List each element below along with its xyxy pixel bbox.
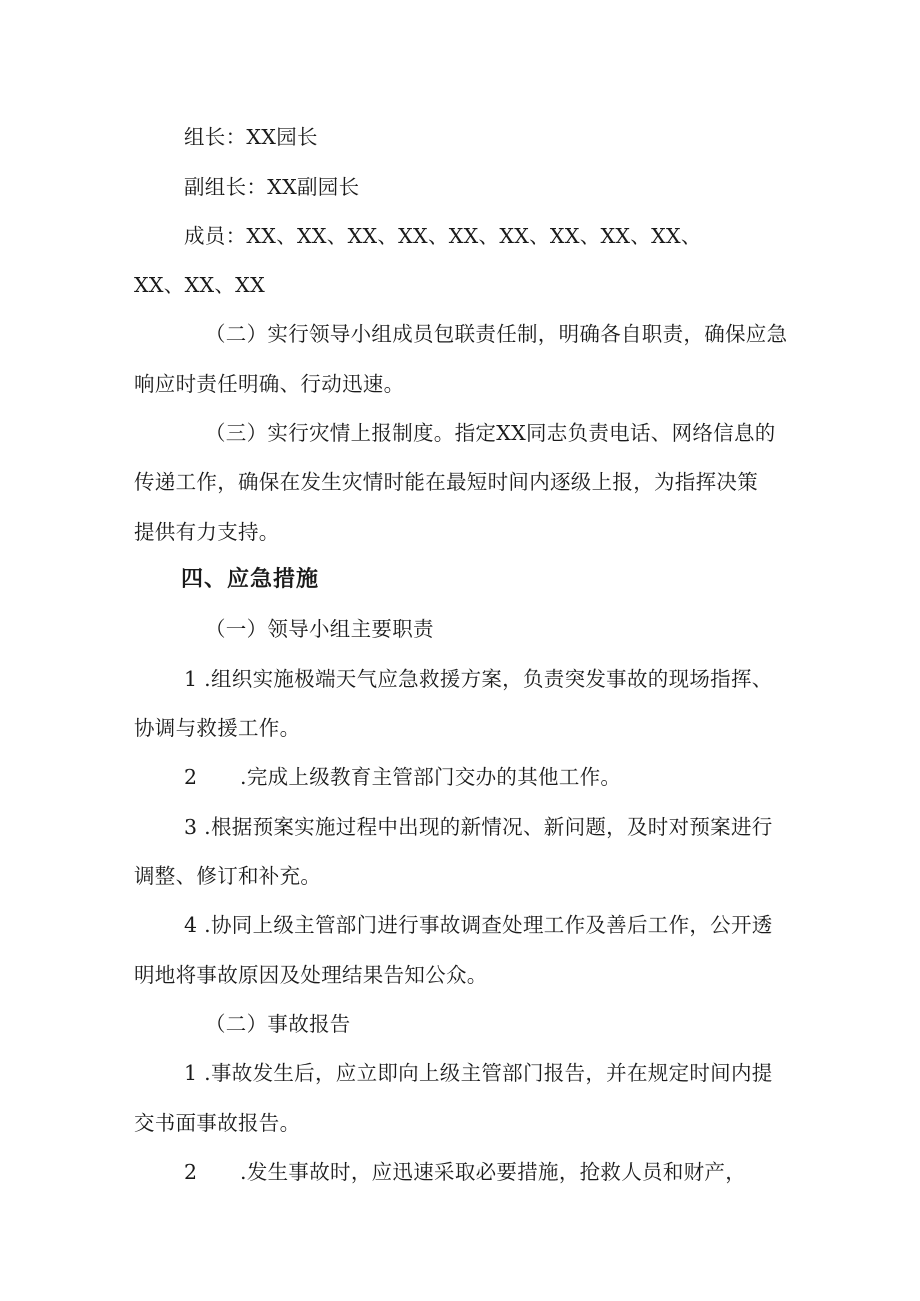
item-3-line-2: 调整、修订和补充。 [134, 864, 322, 888]
paragraph-3-line-2: 传递工作，确保在发生灾情时能在最短时间内逐级上报，为指挥决策 [134, 470, 758, 494]
item-1-line-1: 1 .组织实施极端天气应急救援方案，负责突发事故的现场指挥、 [184, 667, 773, 691]
item-4-line-2: 明地将事故原因及处理结果告知公众。 [134, 963, 488, 987]
item-4-line-1: 4 .协同上级主管部门进行事故调查处理工作及善后工作，公开透 [184, 913, 773, 937]
paragraph-3-line-1: （三）实行灾情上报制度。指定XX同志负责电话、网络信息的 [205, 421, 776, 445]
deputy-leader-line: 副组长：XX副园长 [184, 175, 360, 199]
section-heading: 四、应急措施 [181, 567, 320, 592]
item-2-text: .完成上级教育主管部门交办的其他工作。 [240, 765, 622, 789]
item-2-line [184, 762, 844, 792]
members-line-continued: XX、XX、XX [134, 273, 265, 297]
report-item-2-text: .发生事故时，应迅速采取必要措施，抢救人员和财产， [240, 1160, 747, 1184]
report-item-2-number: 2 [184, 1160, 198, 1184]
paragraph-2-line-1: （二）实行领导小组成员包联责任制，明确各自职责，确保应急 [205, 322, 788, 346]
paragraph-3-line-3: 提供有力支持。 [134, 520, 280, 544]
item-2-number: 2 [184, 765, 198, 789]
members-line: 成员：XX、XX、XX、XX、XX、XX、XX、XX、XX、 [184, 224, 702, 248]
subsection-2-title: （二）事故报告 [205, 1012, 351, 1036]
item-1-line-2: 协调与救援工作。 [134, 716, 301, 740]
report-item-1-line-2: 交书面事故报告。 [134, 1111, 301, 1135]
paragraph-2-line-2: 响应时责任明确、行动迅速。 [134, 372, 405, 396]
report-item-2-line [184, 1157, 844, 1187]
team-leader-line: 组长：XX园长 [184, 125, 318, 149]
subsection-1-title: （一）领导小组主要职责 [205, 617, 434, 641]
item-3-line-1: 3 .根据预案实施过程中出现的新情况、新问题，及时对预案进行 [184, 815, 773, 839]
report-item-1-line-1: 1 .事故发生后，应立即向上级主管部门报告，并在规定时间内提 [184, 1061, 773, 1085]
